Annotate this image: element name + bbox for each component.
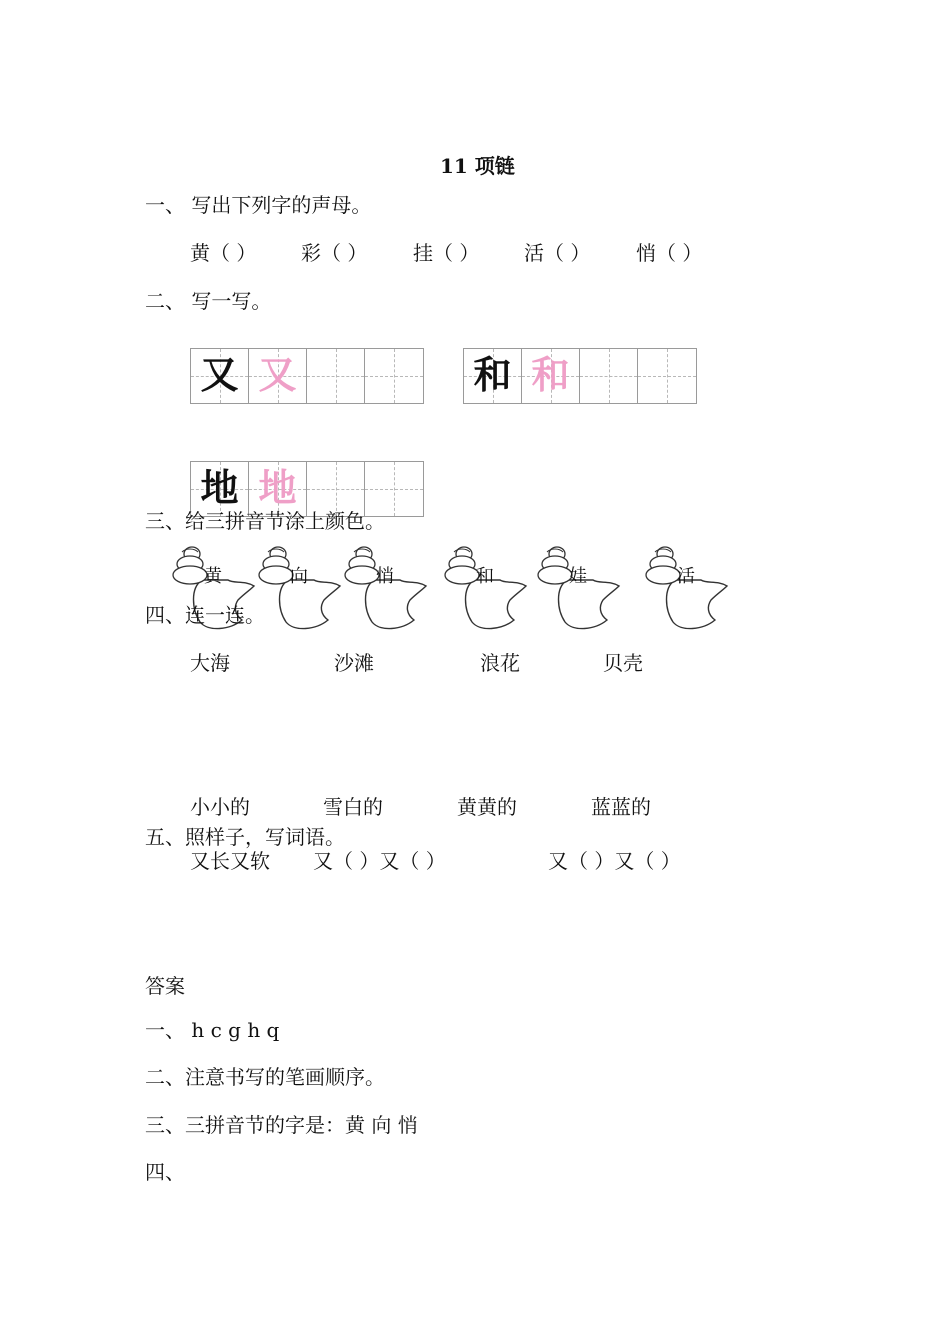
grid-cell [464,349,522,403]
writing-grid-1 [190,348,424,404]
shell-item[interactable] [258,540,348,635]
q1-item: 悄（ ） [636,241,703,265]
q4-heading: 四、连一连。 [145,603,265,627]
grid-cell[interactable] [365,349,423,403]
shell-item[interactable] [444,540,534,635]
match-top-item[interactable]: 大海 [190,651,230,675]
model-char: 又 [200,353,239,397]
grid-cell[interactable] [580,349,638,403]
q1-item: 活（ ） [524,241,591,265]
answer-3: 三、三拼音节的字是：黄 向 悄 [145,1113,418,1137]
grid-cell [191,349,249,403]
q1-item: 挂（ ） [413,241,480,265]
match-bottom-item[interactable]: 雪白的 [323,795,383,819]
q2-heading: 二、 写一写。 [145,289,272,313]
trace-char: 又 [258,353,297,397]
trace-char: 地 [258,466,297,510]
grid-cell[interactable] [307,349,365,403]
match-top-item[interactable]: 浪花 [480,651,520,675]
shell-char: 悄 [376,566,394,587]
q1-item: 黄（ ） [190,241,257,265]
model-char: 和 [473,353,512,397]
grid-cell [249,349,307,403]
answer-4: 四、 [145,1160,185,1184]
shell-char: 活 [677,566,695,587]
shell-char: 黄 [204,566,222,587]
shell-item[interactable] [537,540,627,635]
grid-cell[interactable] [638,349,696,403]
q5-example: 又长又软 [190,849,270,873]
answers-heading: 答案 [145,974,185,998]
match-bottom-item[interactable]: 小小的 [190,795,250,819]
model-char: 地 [200,466,239,510]
grid-cell [249,462,307,516]
match-top-item[interactable]: 贝壳 [603,651,643,675]
shell-char: 和 [476,566,494,587]
shell-item[interactable] [645,540,735,635]
match-bottom-item[interactable]: 蓝蓝的 [591,795,651,819]
shell-char: 娃 [569,566,587,587]
answer-2: 二、注意书写的笔画顺序。 [145,1065,385,1089]
grid-cell [522,349,580,403]
answer-1: 一、 h c g h q [145,1018,280,1042]
page-title: 11 项链 [440,154,515,178]
q1-heading: 一、 写出下列字的声母。 [145,193,372,217]
match-top-item[interactable]: 沙滩 [334,651,374,675]
grid-cell[interactable] [365,462,423,516]
grid-cell[interactable] [307,462,365,516]
q5-blank[interactable]: 又（ ）又（ ） [548,849,681,873]
q5-blank[interactable]: 又（ ）又（ ） [313,849,446,873]
q1-item: 彩（ ） [301,241,368,265]
shell-char: 向 [290,566,308,587]
writing-grid-2 [463,348,697,404]
trace-char: 和 [531,353,570,397]
shell-item[interactable] [344,540,434,635]
q5-heading: 五、照样子，写词语。 [145,825,345,849]
q3-heading: 三、给三拼音节涂上颜色。 [145,509,385,533]
grid-cell [191,462,249,516]
match-bottom-item[interactable]: 黄黄的 [457,795,517,819]
